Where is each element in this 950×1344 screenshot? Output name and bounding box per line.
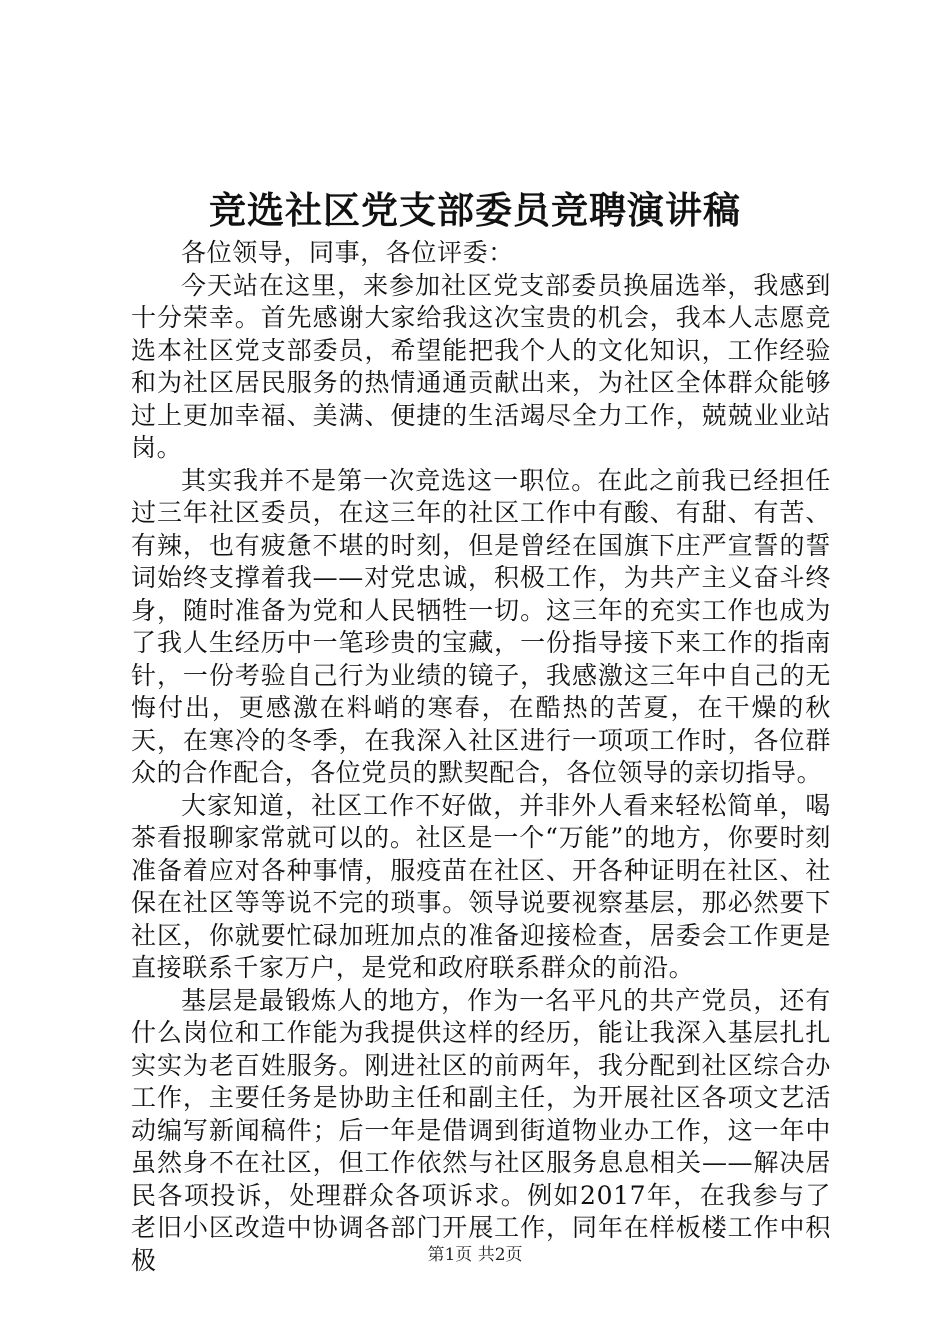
page-number-indicator: 第1页 共2页 [427, 1245, 523, 1265]
greeting-line: 各位领导，同事，各位评委： [181, 238, 514, 267]
document-title: 竞选社区党支部委员竞聘演讲稿 [209, 188, 741, 232]
paragraph-2: 其实我并不是第一次竞选这一职位。在此之前我已经担任过三年社区委员，在这三年的社区工作中有酸、有甜、有苦、有辣，也有疲惫不堪的时刻，但是曾经在国旗下庄严宣誓的誓词始终支撑着我——对党忠诚，积极工作，为共产主义奋斗终身，随时准备为党和人民牺牲一切。这三年的充实工作也成为了我人生经历中一笔珍贵的宝藏，一份指导接下来工作的指南针，一份考验自己行为业绩的镜子，我感激这三年中自己的无悔付出，更感激在料峭的寒春，在酷热的苦夏，在干燥的秋天，在寒冷的冬季，在我深入社区进行一项项工作时，各位群众的合作配合，各位党员的默契配合，各位领导的亲切指导。 [131, 465, 831, 787]
paragraph-1: 今天站在这里，来参加社区党支部委员换届选举，我感到十分荣幸。首先感谢大家给我这次宝贵的机会，我本人志愿竞选本社区党支部委员，希望能把我个人的文化知识，工作经验和为社区居民服务的热情通通贡献出来，为社区全体群众能够过上更加幸福、美满、便捷的生活竭尽全力工作，兢兢业业站岗。 [131, 270, 831, 462]
paragraph-3: 大家知道，社区工作不好做，并非外人看来轻松简单，喝茶看报聊家常就可以的。社区是一个“万能”的地方，你要时刻准备着应对各种事情，服疫苗在社区、开各种证明在社区、社保在社区等等说不完的琐事。领导说要视察基层，那必然要下社区，你就要忙碌加班加点的准备迎接检查，居委会工作更是直接联系千家万户，是党和政府联系群众的前沿。 [131, 790, 831, 982]
document-body [131, 237, 831, 1277]
paragraph-4: 基层是最锻炼人的地方，作为一名平凡的共产党员，还有什么岗位和工作能为我提供这样的经历，能让我深入基层扎扎实实为老百姓服务。刚进社区的前两年，我分配到社区综合办工作，主要任务是协助主任和副主任，为开展社区各项文艺活动编写新闻稿件；后一年是借调到街道物业办工作，这一年中虽然身不在社区，但工作依然与社区服务息息相关——解决居民各项投诉，处理群众各项诉求。例如2017年，在我参与了老旧小区改造中协调各部门开展工作，同年在样板楼工作中积极 [131, 985, 831, 1275]
page-footer [0, 1244, 950, 1266]
